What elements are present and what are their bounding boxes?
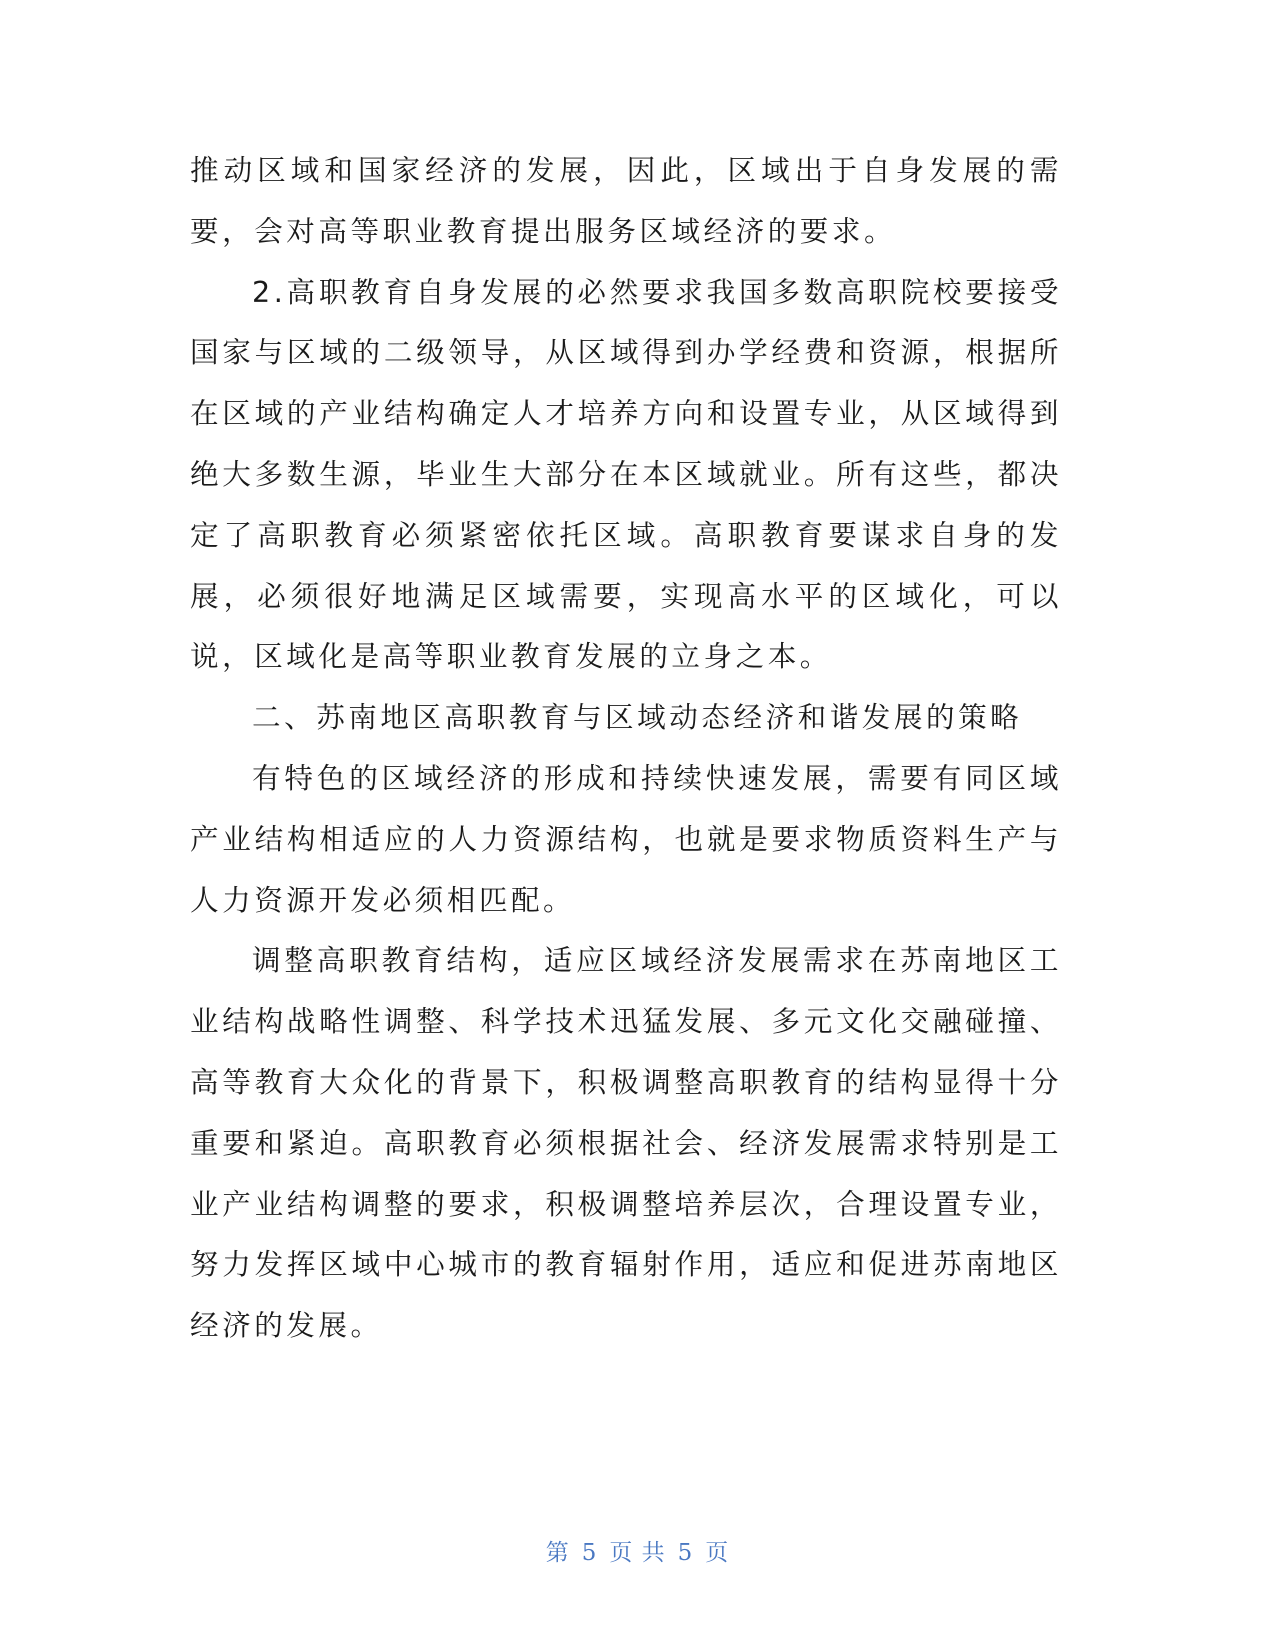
paragraph-1: 推动区域和国家经济的发展，因此，区域出于自身发展的需要，会对高等职业教育提出服务区域经济的要求。 xyxy=(190,153,1062,248)
footer-prefix: 第 xyxy=(545,1540,570,1566)
page-footer xyxy=(0,1538,1275,1568)
footer-mid: 页 共 xyxy=(609,1540,666,1566)
document-body xyxy=(190,140,1062,1356)
paragraph-3: 有特色的区域经济的形成和持续快速发展，需要有同区域产业结构相适应的人力资源结构，也就是要求物质资料生产与人力资源开发必须相匹配。 xyxy=(190,760,1062,917)
section-heading: 二、苏南地区高职教育与区域动态经济和谐发展的策略 xyxy=(252,700,1023,735)
footer-current-page: 5 xyxy=(581,1540,598,1566)
paragraph-2: 2.高职教育自身发展的必然要求我国多数高职院校要接受国家与区域的二级领导，从区域得到办学经费和资源，根据所在区域的产业结构确定人才培养方向和设置专业，从区域得到绝大多数生源，毕业生大部分在本区域就业。所有这些，都决定了高职教育必须紧密依托区域。高职教育要谋求自身的发展，必须很好地满足区域需要，实现高水平的区域化，可以说，区域化是高等职业教育发展的立身之本。 xyxy=(190,274,1062,674)
paragraph-4: 调整高职教育结构，适应区域经济发展需求在苏南地区工业结构战略性调整、科学技术迅猛发展、多元文化交融碰撞、高等教育大众化的背景下，积极调整高职教育的结构显得十分重要和紧迫。高职教育必须根据社会、经济发展需求特别是工业产业结构调整的要求，积极调整培养层次，合理设置专业，努力发挥区域中心城市的教育辐射作用，适应和促进苏南地区经济的发展。 xyxy=(190,943,1062,1343)
footer-total-pages: 5 xyxy=(677,1540,694,1566)
footer-suffix: 页 xyxy=(705,1540,730,1566)
